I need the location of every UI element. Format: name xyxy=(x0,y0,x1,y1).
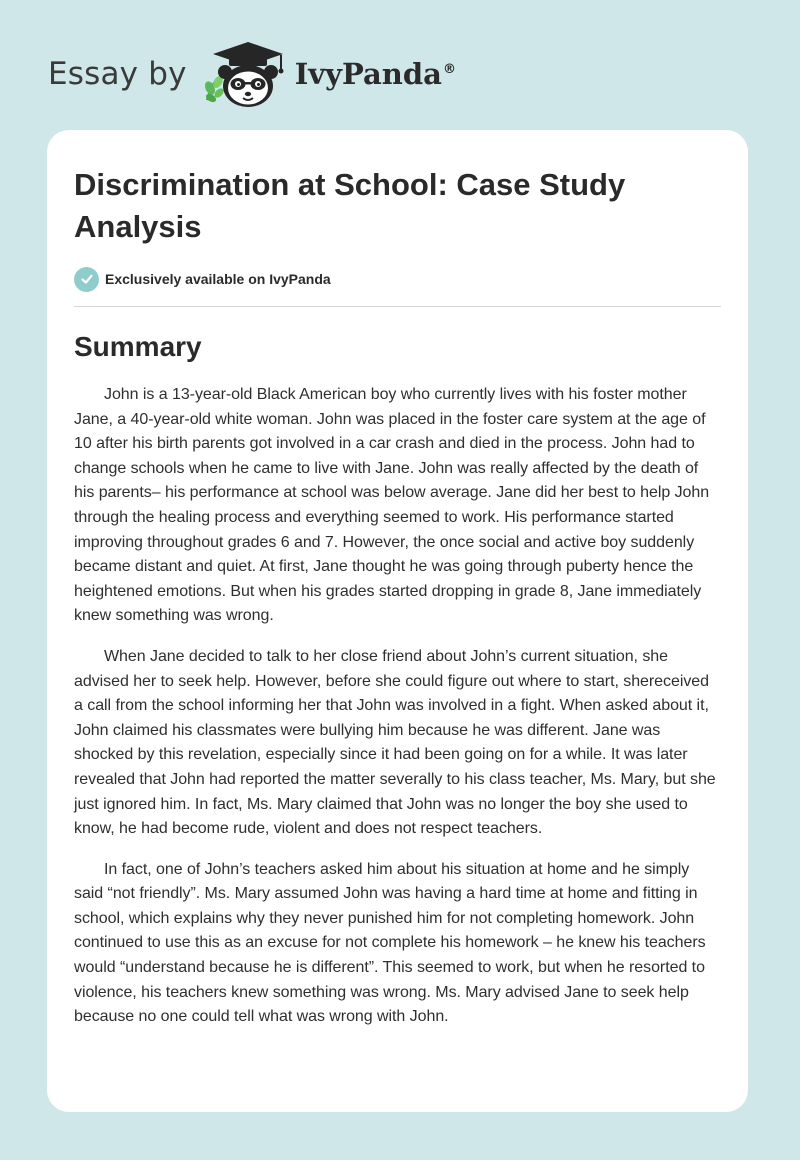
site-header xyxy=(48,38,456,110)
registered-mark: ® xyxy=(442,62,456,78)
paragraph: When Jane decided to talk to her close friend about John’s current situation, she advised her to seek help. However, before she could figure out where to start, shereceived a call from the school informing her that John was involved in a fight. When asked about it, John claimed his classmates were bullying him because he was different. Jane was shocked by this revelation, especially since it had been going on for a while. It was later revealed that John had reported the matter severally to his class teacher, Ms. Mary, but she just ignored him. In fact, Ms. Mary claimed that John was no longer the boy she used to know, he had become rude, violent and does not respect teachers. xyxy=(74,647,716,838)
divider xyxy=(74,306,721,307)
brand-name-text: IvyPanda xyxy=(294,57,442,91)
exclusive-badge xyxy=(74,266,721,292)
paragraph: In fact, one of John’s teachers asked him about his situation at home and he simply said “not friendly”. Ms. Mary assumed John was having a hard time at home and fitting in school, which explains why they never punished him for not completing homework. John continued to use this as an excuse for not complete his homework – he knew his teachers would “understand because he is different”. This seemed to work, but when he resorted to violence, his teachers knew something was wrong. Ms. Mary advised Jane to seek help because no one could tell what was wrong with John. xyxy=(74,860,706,1026)
paragraph: John is a 13-year-old Black American boy who currently lives with his foster mother Jane, a 40-year-old white woman. John was placed in the foster care system at the age of 10 after his birth parents got involved in a car crash and died in the process. John had to change schools when he came to live with Jane. John was really affected by the death of his parents– his performance at school was below average. Jane did her best to help John through the healing process and everything seemed to work. His performance started improving throughout grades 6 and 7. However, the once social and active boy suddenly became distant and quiet. At first, Jane thought he was going through puberty hence the heightened emotions. But when his grades started dropping in grade 8, Jane immediately knew something was wrong. xyxy=(74,386,710,625)
brand-name[interactable] xyxy=(295,57,456,91)
panda-graduate-icon[interactable] xyxy=(201,38,293,110)
checkmark-icon xyxy=(74,267,99,292)
exclusive-text: Exclusively available on IvyPanda xyxy=(105,271,331,287)
essay-card xyxy=(47,130,748,1112)
leaf-icon xyxy=(203,74,225,103)
essay-title: Discrimination at School: Case Study Analysis xyxy=(74,167,626,244)
essay-by-label: Essay by xyxy=(48,56,187,92)
section-heading-summary: Summary xyxy=(74,331,202,362)
